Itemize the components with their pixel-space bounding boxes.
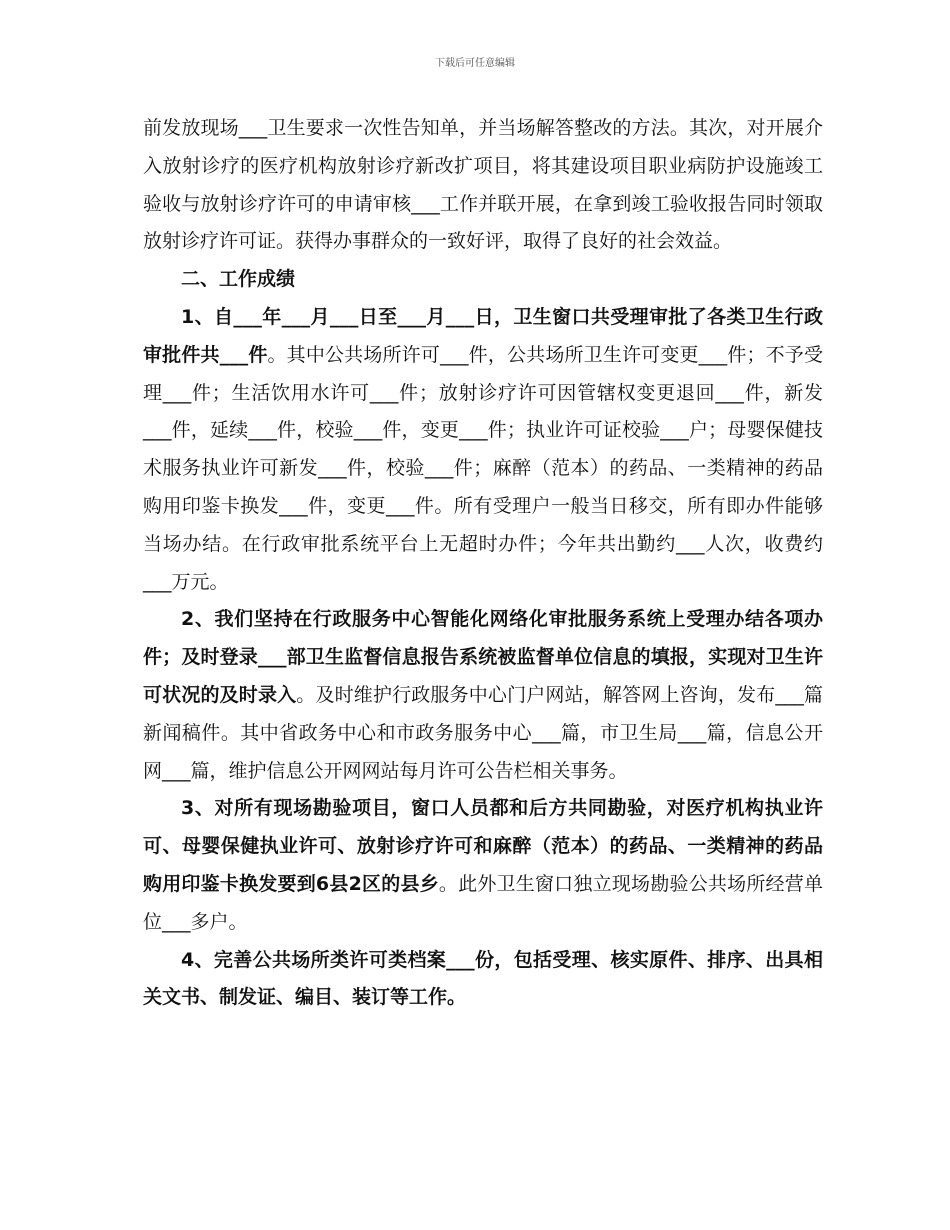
paragraph-item-2 [143,601,823,790]
paragraph-item-1 [143,299,823,601]
item-4-bold: 4、完善公共场所类许可类档案___份，包括受理、核实原件、排序、出具相关文书、制发证、编目、装订等工作。 [143,948,823,1009]
paragraph-item-3 [143,790,823,941]
item-2-text: 。及时维护行政服务中心门户网站，解答网上咨询，发布___篇新闻稿件。其中省政务中心和市政务服务中心___篇，市卫生局___篇，信息公开网___篇，维护信息公开网网站每月许可公告栏相关事务。 [143,683,823,782]
item-3-bold: 3、对所有现场勘验项目，窗口人员都和后方共同勘验，对医疗机构执业许可、母婴保健执业许可、放射诊疗许可和麻醉（范本）的药品、一类精神的药品购用印鉴卡换发要到6县2区的县乡 [143,797,823,895]
page-header: 下载后可任意编辑 [435,58,515,69]
paragraph-item-4 [143,942,823,1018]
document-body [143,110,823,1017]
paragraph-intro: 前发放现场___卫生要求一次性告知单，并当场解答整改的方法。其次，对开展介入放射诊疗的医疗机构放射诊疗新改扩项目，将其建设项目职业病防护设施竣工验收与放射诊疗许可的申请审核___工作并联开展，在拿到竣工验收报告同时领取放射诊疗许可证。获得办事群众的一致好评，取得了良好的社会效益。 [143,117,823,253]
section-heading: 二、工作成绩 [181,268,296,291]
item-1-text: 。其中公共场所许可___件，公共场所卫生许可变更___件；不予受理___件；生活饮用水许可___件；放射诊疗许可因管辖权变更退回___件，新发___件，延续___件，校验___件，变更___件；执业许可证校验___户；母婴保健技术服务执业许可新发___件，校验___件；麻醉（范本）的药品、一类精神的药品购用印鉴卡换发___件，变更___件。所有受理户一般当日移交，所有即办件能够当场办结。在行政审批系统平台上无超时办件；今年共出勤约___人次，收费约___万元。 [143,343,823,593]
item-2-bold: 2、我们坚持在行政服务中心智能化网络化审批服务系统上受理办结各项办件；及时登录___部卫生监督信息报告系统被监督单位信息的填报，实现对卫生许可状况的及时录入 [143,608,823,706]
item-1-bold: 1、自___年___月___日至___月___日，卫生窗口共受理审批了各类卫生行政审批件共___件 [143,305,823,366]
item-3-text: 。此外卫生窗口独立现场勘验公共场所经营单位___多户。 [143,872,823,933]
